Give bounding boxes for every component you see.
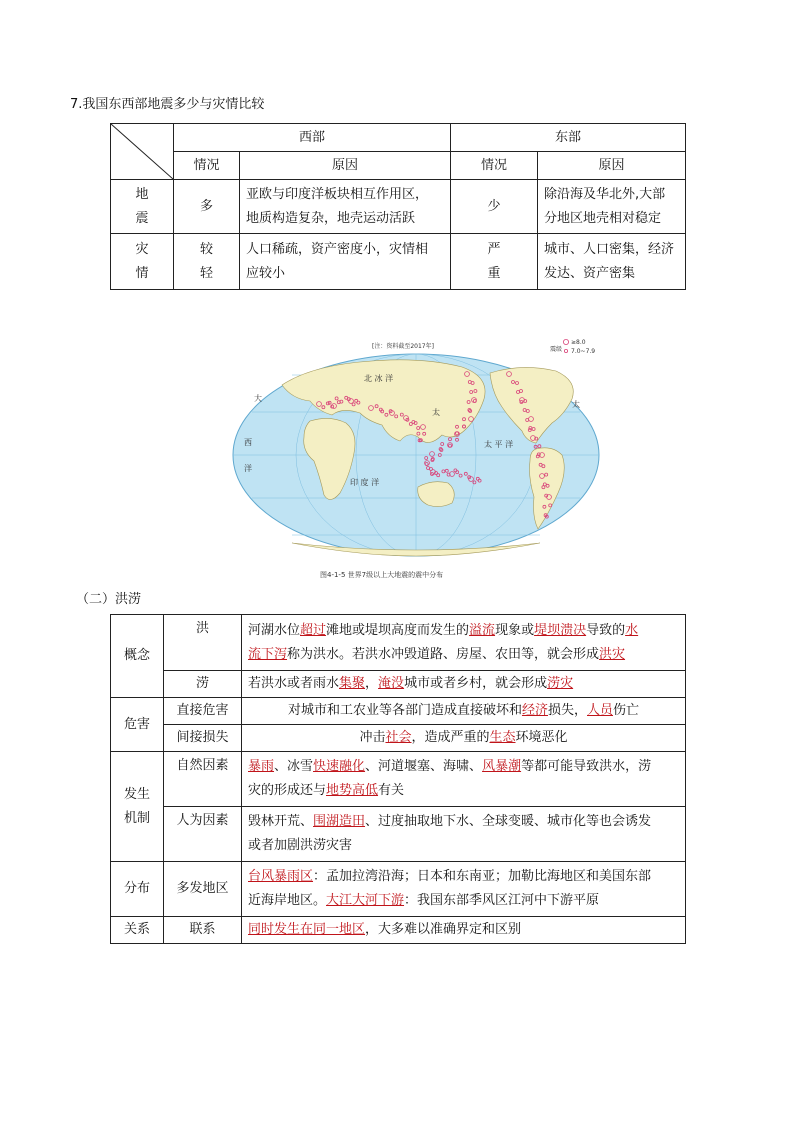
table-row	[111, 671, 686, 698]
keyword-underlined: 溢流	[469, 622, 496, 638]
east-situation-header: 情况	[451, 152, 538, 180]
concept-label: 概念	[111, 615, 164, 698]
term-connection: 联系	[164, 917, 242, 944]
text-segment: 近海岸地区。	[248, 893, 327, 908]
distribution-label: 分布	[111, 862, 164, 917]
east-earthquake-situation: 少	[451, 180, 538, 234]
keyword-underlined: 集聚	[339, 676, 366, 691]
keyword-underlined: 涝灾	[547, 676, 574, 691]
keyword-underlined: 快速融化	[313, 759, 366, 774]
legend-big-symbol	[563, 339, 568, 344]
relation-label: 关系	[111, 917, 164, 944]
keyword-underlined: 水	[625, 622, 639, 638]
atlantic-ocean-label: 大	[254, 394, 262, 403]
table-row	[111, 698, 686, 725]
table-row	[111, 807, 686, 862]
row-label-earthquake: 地 震	[111, 180, 174, 234]
keyword-underlined: 地势高低	[326, 783, 379, 798]
mechanism-label: 发生 机制	[111, 752, 164, 862]
distribution-text	[242, 862, 686, 917]
keyword-underlined: 暴雨	[248, 759, 275, 774]
text-segment: ：孟加拉湾沿海；日本和东南亚；加勒比海地区和美国东部	[313, 869, 652, 884]
indian-ocean-label: 印 度 洋	[350, 478, 380, 487]
keyword-underlined: 生态	[489, 730, 516, 745]
section7-title: 7.我国东西部地震多少与灾情比较	[70, 97, 265, 112]
text-segment: 、冰雪	[274, 759, 314, 774]
legend-small-label: 7.0~7.9	[571, 348, 596, 355]
flood-section-title: （二）洪涝	[76, 592, 142, 607]
east-reason-header: 原因	[538, 152, 686, 180]
text-segment: 或者加剧洪涝灾害	[248, 838, 353, 853]
arctic-ocean-label: 北 冰 洋	[364, 374, 394, 383]
text-segment: 若洪水或者雨水	[248, 676, 340, 691]
text-segment: 环境恶化	[515, 730, 568, 745]
text-segment: 损失，	[547, 703, 587, 718]
text-segment: ，大多难以准确界定和区别	[365, 922, 522, 937]
text-segment: ，造成严重的	[411, 730, 490, 745]
text-segment: 有关	[378, 783, 405, 798]
keyword-underlined: 台风暴雨区	[248, 869, 314, 884]
term-direct-harm: 直接危害	[164, 698, 242, 725]
text-segment: 、过度抽取地下水、全球变暖、城市化等也会诱发	[365, 814, 652, 829]
flood-table	[110, 614, 686, 944]
indirect-loss-text	[242, 725, 686, 752]
text-segment: 导致的	[586, 622, 626, 638]
keyword-underlined: 风暴潮	[482, 759, 522, 774]
human-factor-text	[242, 807, 686, 862]
legend-small-symbol	[564, 349, 567, 352]
term-human-factor: 人为因素	[164, 807, 242, 862]
hong-definition	[242, 615, 686, 671]
east-disaster-reason: 城市、人口密集，经济 发达、资产密集	[538, 234, 686, 290]
term-hong: 洪	[164, 615, 242, 671]
keyword-underlined: 堤坝溃决	[534, 622, 587, 638]
table-row	[111, 234, 686, 290]
keyword-underlined: 大江大河下游	[326, 893, 405, 908]
harm-label: 危害	[111, 698, 164, 752]
keyword-underlined: 同时发生在同一地区	[248, 922, 366, 937]
table-row	[111, 725, 686, 752]
map-source-note: [注：资料截至2017年]	[372, 343, 434, 350]
map-caption: 图4-1-5 世界7级以上大地震的震中分布	[320, 571, 444, 579]
text-segment: 城市或者乡村，就会形成	[404, 676, 548, 691]
pacific-ocean-label: 太 平 洋	[484, 440, 514, 449]
west-situation-header: 情况	[174, 152, 240, 180]
keyword-underlined: 超过	[300, 622, 327, 638]
text-segment: ：我国东部季风区江河中下游平原	[404, 893, 600, 908]
text-segment: 灾的形成还与	[248, 783, 327, 798]
world-earthquake-map	[222, 337, 610, 579]
keyword-underlined: 流下泻	[248, 646, 288, 662]
text-segment: 、河道堰塞、海啸、	[365, 759, 483, 774]
east-disaster-situation: 严 重	[451, 234, 538, 290]
text-segment: 称为洪水。若洪水冲毁道路、房屋、农田等，就会形成	[287, 646, 600, 662]
text-segment: 毁林开荒、	[248, 814, 314, 829]
west-label: 西	[244, 438, 252, 447]
lao-definition	[242, 671, 686, 698]
text-segment: 冲击	[359, 730, 386, 745]
term-indirect-loss: 间接损失	[164, 725, 242, 752]
pacific-east-label: 太	[572, 400, 580, 409]
term-lao: 涝	[164, 671, 242, 698]
direct-harm-text	[242, 698, 686, 725]
text-segment: 河湖水位	[248, 622, 301, 638]
pacific-west-label: 太	[432, 408, 440, 417]
table-row	[111, 917, 686, 944]
relation-text	[242, 917, 686, 944]
east-header: 东部	[451, 124, 686, 152]
west-header: 西部	[174, 124, 451, 152]
table-row	[111, 615, 686, 671]
west-disaster-situation: 较 轻	[174, 234, 240, 290]
row-label-disaster: 灾 情	[111, 234, 174, 290]
west-earthquake-situation: 多	[174, 180, 240, 234]
text-segment: 等都可能导致洪水，涝	[521, 759, 652, 774]
ocean-char-label: 洋	[244, 464, 252, 473]
keyword-underlined: 经济	[521, 703, 548, 718]
legend-big-label: ≥8.0	[571, 339, 586, 346]
earthquake-comparison-table	[110, 123, 686, 290]
term-natural-factor: 自然因素	[164, 752, 242, 807]
text-segment: ，	[365, 676, 379, 691]
text-segment: 伤亡	[613, 703, 640, 718]
keyword-underlined: 围湖造田	[313, 814, 366, 829]
west-disaster-reason: 人口稀疏，资产密度小，灾情相 应较小	[240, 234, 451, 290]
keyword-underlined: 淹没	[378, 676, 405, 691]
west-reason-header: 原因	[240, 152, 451, 180]
legend-title: 震级	[550, 346, 563, 353]
west-earthquake-reason: 亚欧与印度洋板块相互作用区， 地质构造复杂，地壳运动活跃	[240, 180, 451, 234]
keyword-underlined: 人员	[587, 703, 614, 718]
natural-factor-text	[242, 752, 686, 807]
keyword-underlined: 社会	[385, 730, 412, 745]
text-segment: 对城市和工农业等各部门造成直接破坏和	[287, 703, 522, 718]
text-segment: 现象或	[495, 622, 535, 638]
text-segment: 滩地或堤坝高度而发生的	[326, 622, 470, 638]
table-row	[111, 862, 686, 917]
table-row	[111, 752, 686, 807]
east-earthquake-reason: 除沿海及华北外,大部 分地区地壳相对稳定	[538, 180, 686, 234]
diagonal-header-cell	[111, 124, 174, 180]
table-row	[111, 180, 686, 234]
keyword-underlined: 洪灾	[599, 646, 626, 662]
term-frequent-area: 多发地区	[164, 862, 242, 917]
